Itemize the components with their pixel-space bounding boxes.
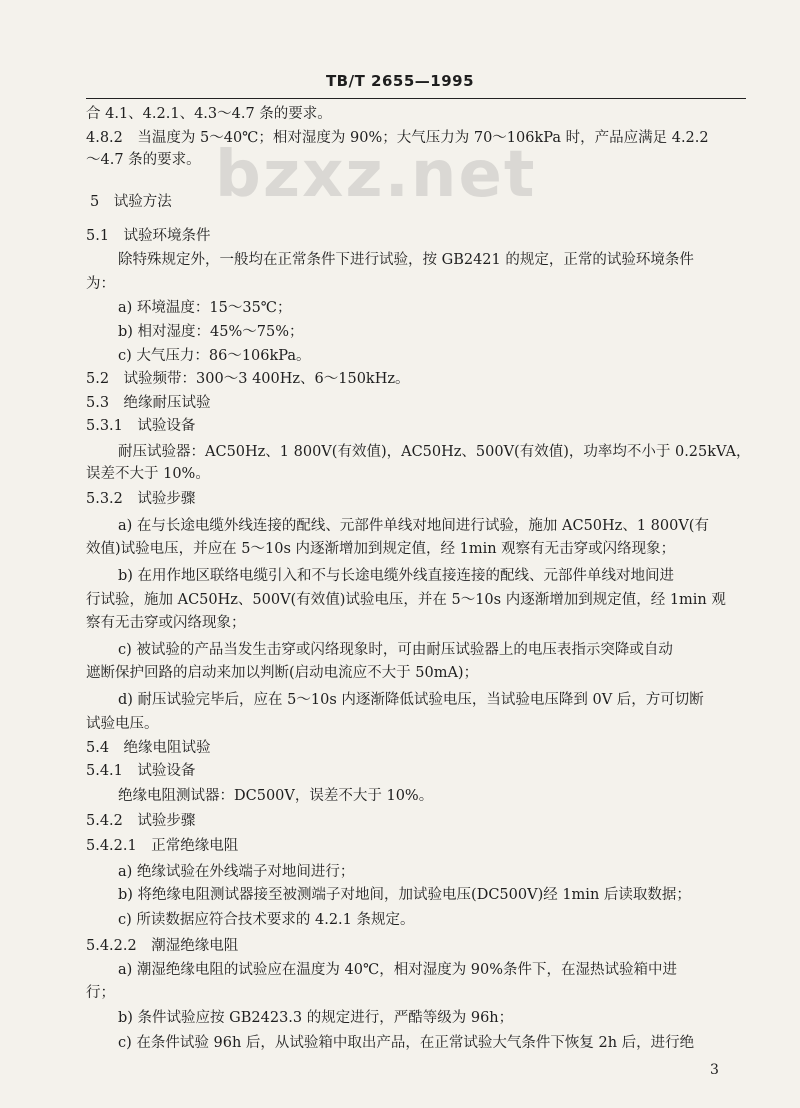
text-line: a) 绝缘试验在外线端子对地间进行； — [118, 864, 355, 880]
text-line: b) 相对湿度：45%～75%； — [118, 324, 304, 340]
text-line: c) 大气压力：86～106kPa。 — [118, 348, 311, 364]
text-line: 行试验，施加 AC50Hz、500V(有效值)试验电压，并在 5～10s 内逐渐增加到规定值，经 1min 观 — [86, 592, 726, 608]
text-line: 为： — [86, 276, 115, 292]
text-line: 耐压试验器：AC50Hz、1 800V(有效值)，AC50Hz、500V(有效值)，功率均不小于 0.25kVA， — [118, 444, 751, 460]
text-line: 5.4.2.2 潮湿绝缘电阻 — [86, 938, 239, 954]
header-rule — [86, 98, 746, 99]
text-line: a) 环境温度：15～35℃； — [118, 300, 292, 316]
text-line: c) 被试验的产品当发生击穿或闪络现象时，可由耐压试验器上的电压表指示突降或自动 — [118, 642, 673, 658]
text-line: b) 条件试验应按 GB2423.3 的规定进行，严酷等级为 96h； — [118, 1010, 514, 1026]
text-line: 除特殊规定外，一般均在正常条件下进行试验，按 GB2421 的规定，正常的试验环境条件 — [118, 252, 694, 268]
text-line: 5.1 试验环境条件 — [86, 228, 211, 244]
text-line: 效值)试验电压，并应在 5～10s 内逐渐增加到规定值，经 1min 观察有无击穿或闪络现象； — [86, 541, 676, 557]
text-line: a) 在与长途电缆外线连接的配线、元部件单线对地间进行试验，施加 AC50Hz、1 800V(有 — [118, 518, 709, 534]
text-line: 误差不大于 10%。 — [86, 466, 210, 482]
text-line: 5.4 绝缘电阻试验 — [86, 740, 211, 756]
text-line: 行； — [86, 985, 115, 1001]
text-line: 5.4.2.1 正常绝缘电阻 — [86, 838, 239, 854]
text-line: 察有无击穿或闪络现象； — [86, 615, 246, 631]
text-line: b) 在用作地区联络电缆引入和不与长途电缆外线直接连接的配线、元部件单线对地间进 — [118, 568, 675, 584]
text-line: 5 试验方法 — [90, 194, 172, 210]
text-line: 4.8.2 当温度为 5～40℃；相对湿度为 90%；大气压力为 70～106kPa 时，产品应满足 4.2.2 — [86, 130, 709, 146]
text-line: 遮断保护回路的启动来加以判断(启动电流应不大于 50mA)； — [86, 665, 479, 681]
text-line: 绝缘电阻测试器：DC500V，误差不大于 10%。 — [118, 788, 434, 804]
watermark: bzxz.net — [215, 138, 537, 212]
page-number: 3 — [710, 1062, 719, 1078]
text-line: 5.4.2 试验步骤 — [86, 813, 196, 829]
text-line: c) 在条件试验 96h 后，从试验箱中取出产品，在正常试验大气条件下恢复 2h 后，进行绝 — [118, 1035, 695, 1051]
text-line: 合 4.1、4.2.1、4.3～4.7 条的要求。 — [86, 106, 332, 122]
text-line: ～4.7 条的要求。 — [86, 152, 201, 168]
text-line: a) 潮湿绝缘电阻的试验应在温度为 40℃，相对湿度为 90%条件下，在湿热试验箱中进 — [118, 962, 678, 978]
text-line: d) 耐压试验完毕后，应在 5～10s 内逐渐降低试验电压，当试验电压降到 0V 后，方可切断 — [118, 692, 704, 708]
text-line: 5.2 试验频带：300～3 400Hz、6～150kHz。 — [86, 371, 410, 387]
text-line: 5.3 绝缘耐压试验 — [86, 395, 211, 411]
text-line: b) 将绝缘电阻测试器接至被测端子对地间，加试验电压(DC500V)经 1min 后读取数据； — [118, 887, 691, 903]
document-header: TB/T 2655—1995 — [325, 72, 475, 90]
text-line: 5.4.1 试验设备 — [86, 763, 196, 779]
text-line: 试验电压。 — [86, 716, 159, 732]
text-line: c) 所读数据应符合技术要求的 4.2.1 条规定。 — [118, 912, 415, 928]
text-line: 5.3.1 试验设备 — [86, 418, 196, 434]
text-line: 5.3.2 试验步骤 — [86, 491, 196, 507]
